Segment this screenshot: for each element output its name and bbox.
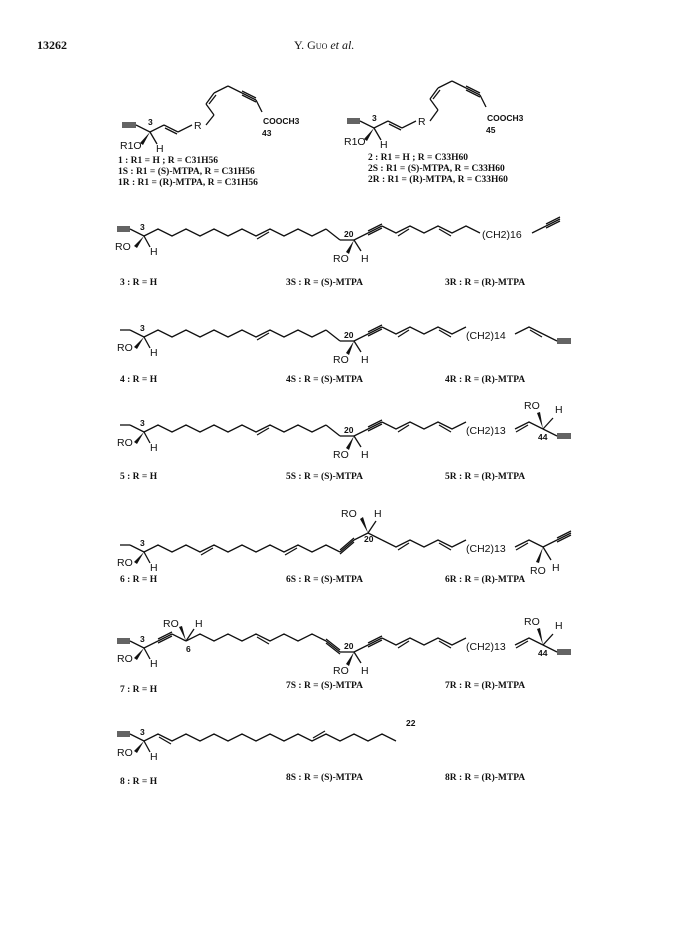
c1-r: R xyxy=(194,120,202,132)
c7-h-d: H xyxy=(555,620,563,632)
compound-6-structure xyxy=(117,508,571,585)
c8-cap-c: 8R : R = (R)-MTPA xyxy=(445,773,526,783)
c7-num-44: 44 xyxy=(538,648,548,658)
compound-3-structure xyxy=(115,217,560,288)
c4-h-a: H xyxy=(150,347,158,359)
c5-ro-a: RO xyxy=(117,437,133,449)
c5-num-44: 44 xyxy=(538,432,548,442)
c8-ro: RO xyxy=(117,747,133,759)
c6-ch2: (CH2)13 xyxy=(466,543,506,555)
compound-7-structure xyxy=(117,616,571,695)
c3-ro-b: RO xyxy=(333,253,349,265)
c2-r1o: R1O xyxy=(344,136,366,148)
c6-h-c: H xyxy=(552,562,560,574)
c4-num-3: 3 xyxy=(140,323,145,333)
compound-4-structure xyxy=(117,323,571,385)
c6-cap-c: 6R : R = (R)-MTPA xyxy=(445,575,526,585)
c7-num-3: 3 xyxy=(140,634,145,644)
c8-num-3: 3 xyxy=(140,727,145,737)
c6-num-20: 20 xyxy=(364,534,374,544)
c3-ch2: (CH2)16 xyxy=(482,229,522,241)
c3-cap-c: 3R : R = (R)-MTPA xyxy=(445,278,526,288)
c6-h-b: H xyxy=(374,508,382,520)
compound-8-structure xyxy=(117,718,525,787)
c6-h-a: H xyxy=(150,562,158,574)
c6-cap-b: 6S : R = (S)-MTPA xyxy=(286,575,364,585)
c1-line-3: 1R : R1 = (R)-MTPA, R = C31H56 xyxy=(118,178,258,188)
c8-num-22: 22 xyxy=(406,718,416,728)
c1-r1o: R1O xyxy=(120,140,142,152)
c1-line-1: 1 : R1 = H ; R = C31H56 xyxy=(118,156,219,166)
c7-ro-a: RO xyxy=(117,653,133,665)
c2-num-3: 3 xyxy=(372,113,377,123)
c8-h: H xyxy=(150,751,158,763)
c5-num-3: 3 xyxy=(140,418,145,428)
c1-num-3: 3 xyxy=(148,117,153,127)
compound-5-structure xyxy=(117,400,571,482)
c7-ro-d: RO xyxy=(524,616,540,628)
c2-r: R xyxy=(418,116,426,128)
c3-h-a: H xyxy=(150,246,158,258)
c2-line-1: 2 : R1 = H ; R = C33H60 xyxy=(368,153,469,163)
c5-h-c: H xyxy=(555,404,563,416)
c7-ro-c: RO xyxy=(333,665,349,677)
c7-cap-b: 7S : R = (S)-MTPA xyxy=(286,681,364,691)
c3-h-b: H xyxy=(361,253,369,265)
compound-2-structure xyxy=(344,81,524,185)
c7-ch2: (CH2)13 xyxy=(466,641,506,653)
c2-cooch3: COOCH3 xyxy=(487,113,524,123)
c1-line-2: 1S : R1 = (S)-MTPA, R = C31H56 xyxy=(118,167,255,177)
c2-num-45: 45 xyxy=(486,125,496,135)
author-name: Y. Guo xyxy=(294,38,328,52)
c2-line-2: 2S : R1 = (S)-MTPA, R = C33H60 xyxy=(368,164,505,174)
c7-cap-a: 7 : R = H xyxy=(120,685,158,695)
c3-num-20: 20 xyxy=(344,229,354,239)
c7-num-20: 20 xyxy=(344,641,354,651)
c5-cap-a: 5 : R = H xyxy=(120,472,158,482)
c7-cap-c: 7R : R = (R)-MTPA xyxy=(445,681,526,691)
c4-cap-c: 4R : R = (R)-MTPA xyxy=(445,375,526,385)
c4-ch2: (CH2)14 xyxy=(466,330,506,342)
c5-ch2: (CH2)13 xyxy=(466,425,506,437)
c4-ro-b: RO xyxy=(333,354,349,366)
c4-h-b: H xyxy=(361,354,369,366)
c5-cap-c: 5R : R = (R)-MTPA xyxy=(445,472,526,482)
c4-cap-b: 4S : R = (S)-MTPA xyxy=(286,375,364,385)
compound-1-structure xyxy=(118,86,300,188)
c5-h-a: H xyxy=(150,442,158,454)
c4-num-20: 20 xyxy=(344,330,354,340)
c6-cap-a: 6 : R = H xyxy=(120,575,158,585)
page-number: 13262 xyxy=(37,38,67,52)
c7-num-6: 6 xyxy=(186,644,191,654)
c7-ro-b: RO xyxy=(163,618,179,630)
c6-ro-c: RO xyxy=(530,565,546,577)
c5-ro-b: RO xyxy=(333,449,349,461)
c6-ro-a: RO xyxy=(117,557,133,569)
c7-h-a: H xyxy=(150,658,158,670)
c4-cap-a: 4 : R = H xyxy=(120,375,158,385)
c3-cap-a: 3 : R = H xyxy=(120,278,158,288)
c5-num-20: 20 xyxy=(344,425,354,435)
c3-ro-a: RO xyxy=(115,241,131,253)
c6-num-3: 3 xyxy=(140,538,145,548)
c3-num-3: 3 xyxy=(140,222,145,232)
c7-h-c: H xyxy=(361,665,369,677)
c1-num-43: 43 xyxy=(262,128,272,138)
c1-h: H xyxy=(156,143,164,155)
c8-cap-a: 8 : R = H xyxy=(120,777,158,787)
c5-h-b: H xyxy=(361,449,369,461)
c5-ro-c: RO xyxy=(524,400,540,412)
c6-ro-b: RO xyxy=(341,508,357,520)
c5-cap-b: 5S : R = (S)-MTPA xyxy=(286,472,364,482)
c2-h: H xyxy=(380,139,388,151)
c8-cap-b: 8S : R = (S)-MTPA xyxy=(286,773,364,783)
et-al: et al. xyxy=(330,38,355,52)
c7-h-b: H xyxy=(195,618,203,630)
c4-ro-a: RO xyxy=(117,342,133,354)
c2-line-3: 2R : R1 = (R)-MTPA, R = C33H60 xyxy=(368,175,508,185)
c1-cooch3: COOCH3 xyxy=(263,116,300,126)
c3-cap-b: 3S : R = (S)-MTPA xyxy=(286,278,364,288)
